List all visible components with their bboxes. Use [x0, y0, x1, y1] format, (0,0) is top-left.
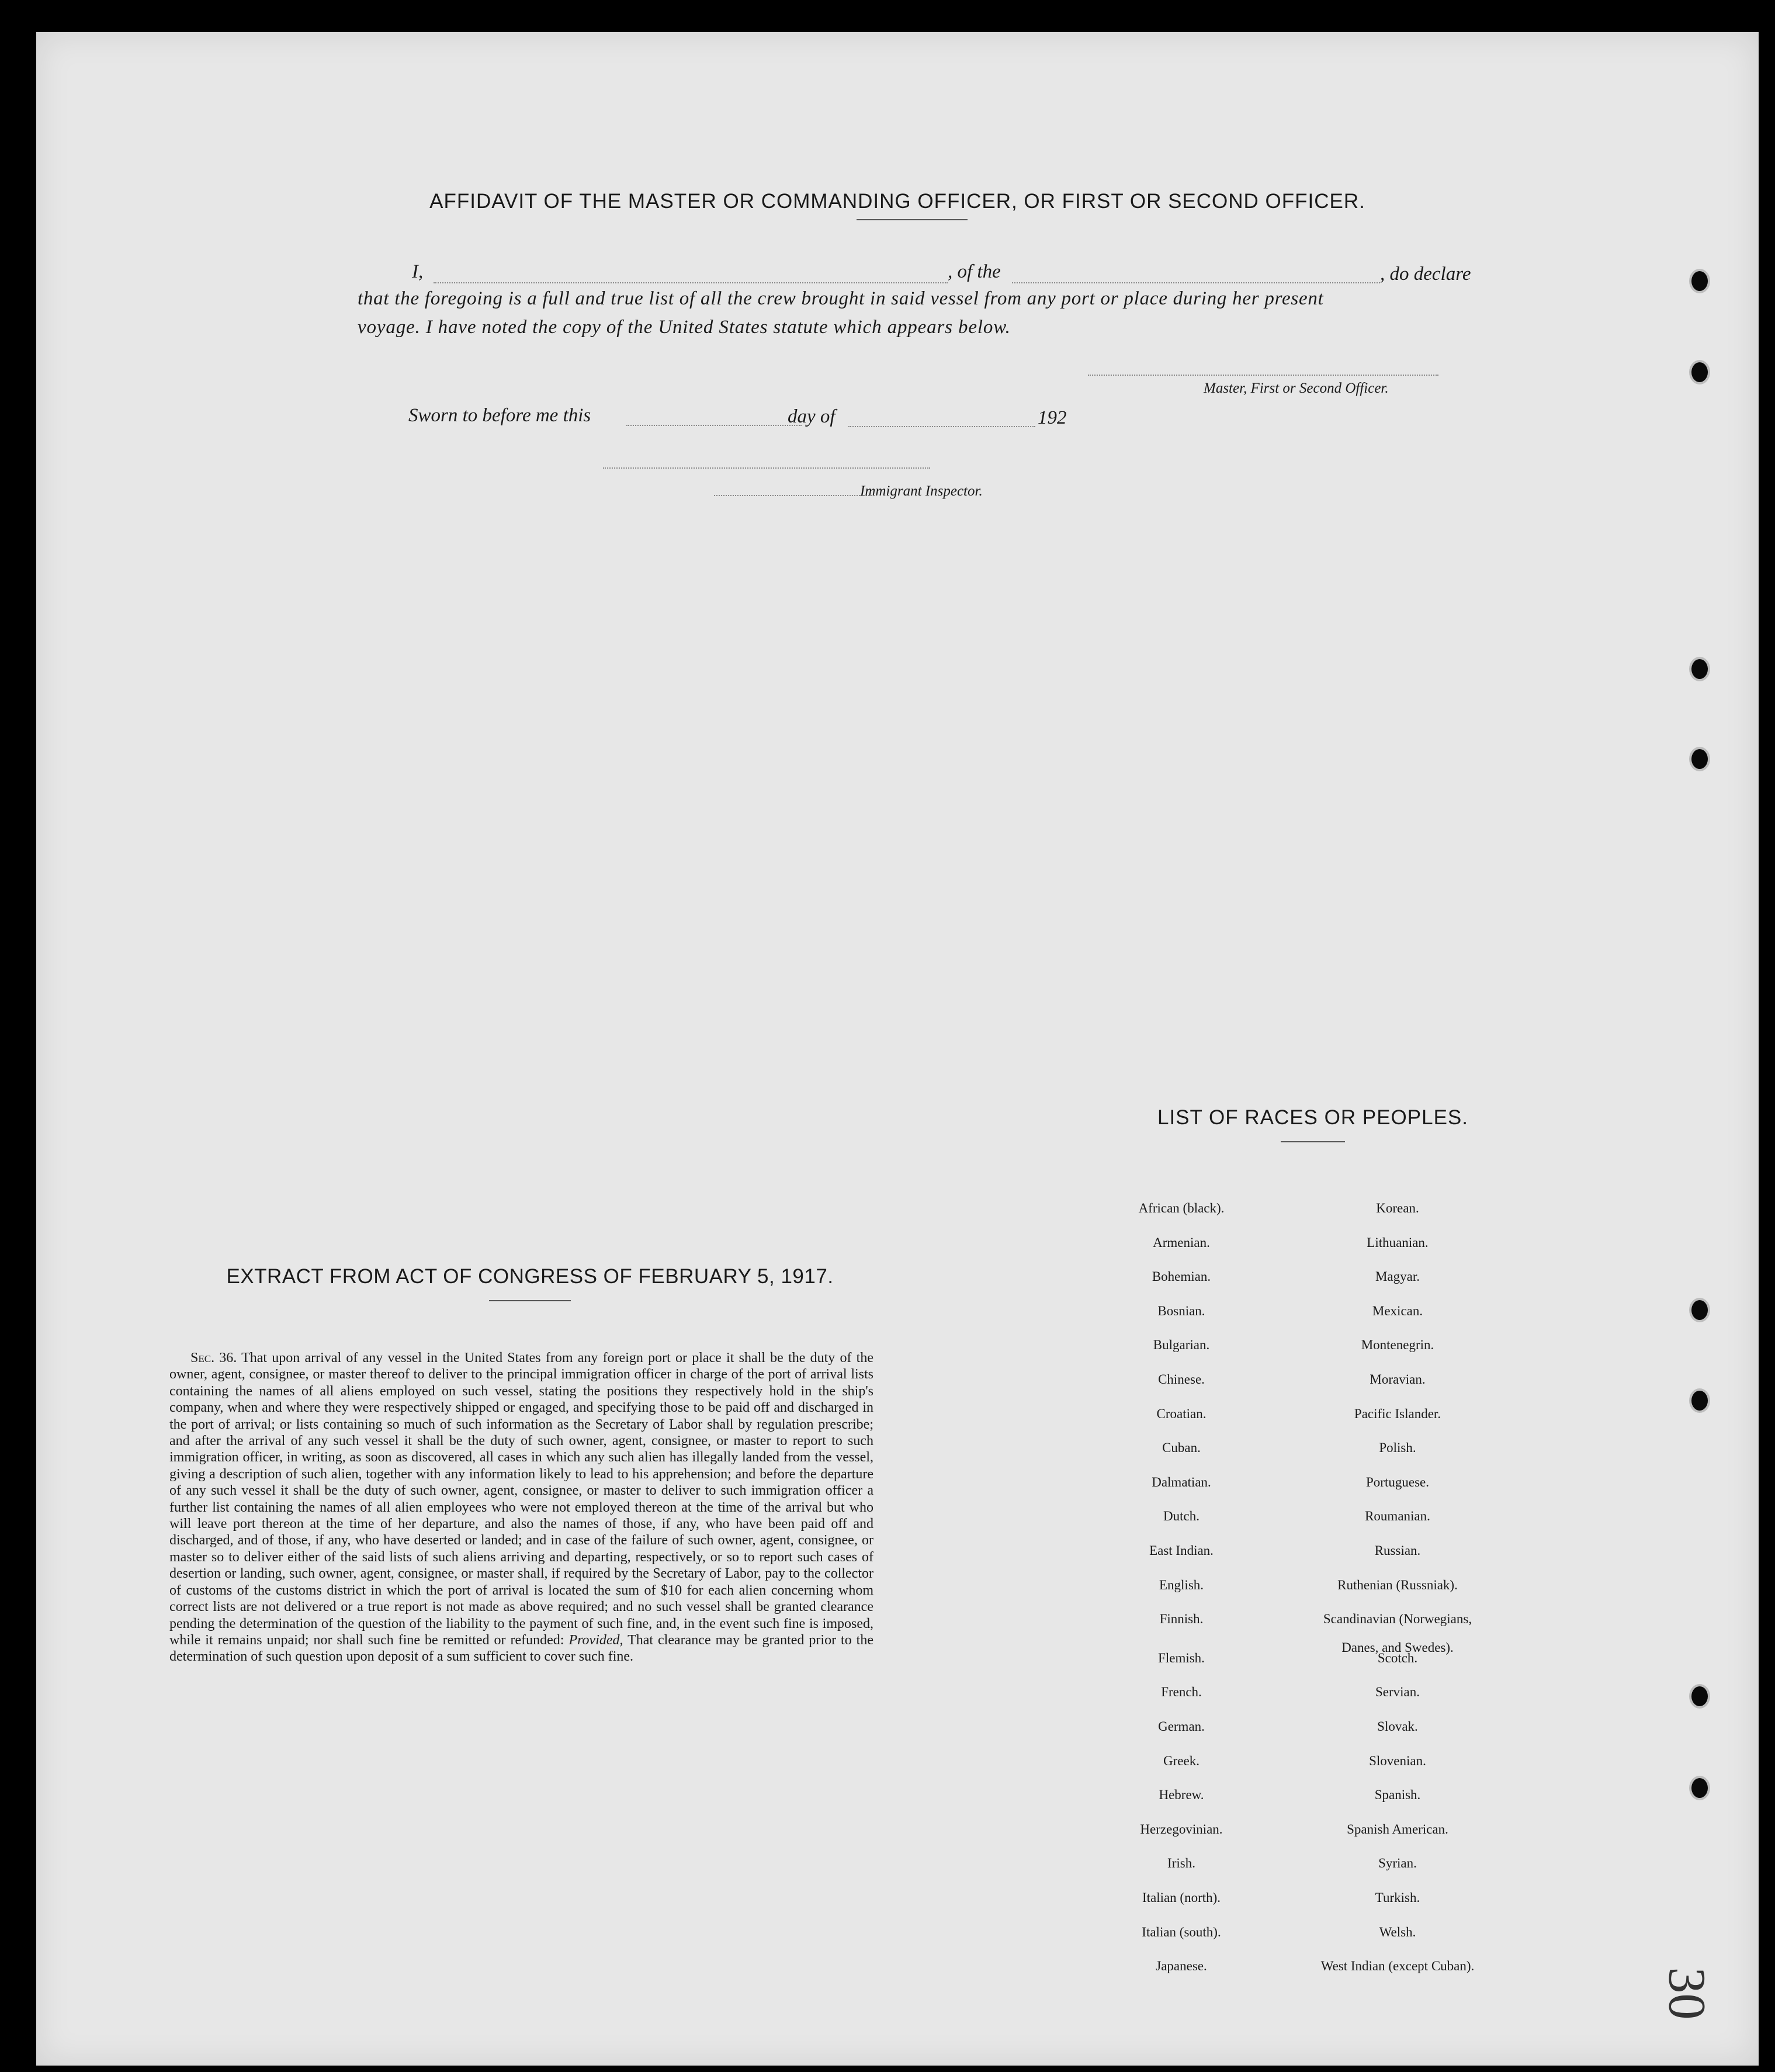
- race-item-left: Dutch.: [1163, 1509, 1199, 1524]
- sworn-month-field[interactable]: [848, 426, 1035, 427]
- affidavit-line-2: that the foregoing is a full and true list of all the crew brought in said vessel from any port or place during her present: [358, 288, 1324, 309]
- extract-body: [169, 1350, 873, 1665]
- punch-hole: [1691, 1686, 1708, 1706]
- vessel-name-field[interactable]: [1012, 282, 1380, 283]
- race-item-left: Bulgarian.: [1153, 1338, 1210, 1353]
- punch-hole: [1691, 362, 1708, 382]
- race-item-right: Servian.: [1375, 1685, 1420, 1700]
- race-item-left: Italian (south).: [1142, 1924, 1221, 1939]
- race-item-left: East Indian.: [1149, 1543, 1214, 1558]
- affidavit-do-declare-label: , do declare: [1380, 264, 1471, 285]
- inspector-signature-field[interactable]: [714, 495, 872, 496]
- extract-body-text: That upon arrival of any vessel in the United States from any foreign port or place it shall be the duty of the owner, agent, consignee, or master thereof to deliver to the principal immigration officer in charge of the port of arrival lists containing the names of all aliens employed on such vessel, stating the positions they respectively hold in the ship's company, when and where they were respectively shipped or engaged, and specifying those to be paid off and discharged in the port of arrival; or lists containing so much of such information as the Secretary of Labor shall by regulation prescribe; and after the arrival of any such vessel it shall be the duty of such owner, agent, consignee, or master to report to such immigration officer, in writing, as soon as discovered, all cases in which any such alien has illegally landed from the vessel, giving a description of such alien, together with any information likely to lead to his apprehension; and before the departure of any such vessel it shall be the duty of such owner, agent, consignee, or master to deliver to such immigration officer a further list containing the names of all alien employees who were not employed thereon at the time of the arrival but who will leave port thereon at the time of her departure, and also the names of those, if any, who have been paid off and discharged, and of those, if any, who have deserted or landed; and in case of the failure of such owner, agent, consignee, or master so to deliver either of the said lists of such aliens arriving and departing, respectively, or so to report such cases of desertion or landing, such owner, agent, consignee, or master shall, if required by the Secretary of Labor, pay to the collector of customs of the customs district in which the port of arrival is located the sum of $10 for each alien concerning whom correct lists are not delivered or a true report is not made as above required; and no such vessel shall be granted clearance pending the determination of the question of the liability to the payment of such fine, and, in the event such fine is imposed, while it remains unpaid; nor shall such fine be remitted or refunded:: [169, 1350, 873, 1648]
- race-item-left: Cuban.: [1162, 1440, 1201, 1456]
- punch-hole: [1691, 1391, 1708, 1411]
- race-item-right: Slovak.: [1377, 1719, 1418, 1734]
- race-item-right: Scandinavian (Norwegians,: [1323, 1612, 1472, 1627]
- race-item-right: Ruthenian (Russniak).: [1337, 1577, 1458, 1592]
- race-item-left: Herzegovinian.: [1140, 1821, 1223, 1837]
- extract-body-end: That clearance may be granted prior to the determination of such question upon deposit of a sum sufficient to cover such fine.: [169, 1632, 873, 1665]
- affidavit-title: AFFIDAVIT OF THE MASTER OR COMMANDING OFFICER, OR FIRST OR SECOND OFFICER.: [429, 190, 1365, 213]
- race-item-right: Spanish.: [1374, 1787, 1421, 1803]
- race-item-right: Russian.: [1374, 1543, 1421, 1558]
- race-item-left: English.: [1159, 1577, 1204, 1592]
- race-right-continuation: Danes, and Swedes).: [1341, 1640, 1454, 1655]
- sworn-label: Sworn to before me this: [408, 405, 591, 426]
- race-item-right: Mexican.: [1372, 1303, 1423, 1318]
- race-item-right: Syrian.: [1378, 1856, 1417, 1871]
- punch-hole: [1691, 1778, 1708, 1798]
- race-item-left: German.: [1158, 1719, 1205, 1734]
- sworn-day-field[interactable]: [626, 425, 802, 426]
- race-item-left: Armenian.: [1153, 1235, 1210, 1250]
- document-page: [36, 32, 1759, 2066]
- race-item-left: Italian (north).: [1142, 1890, 1221, 1905]
- race-item-right: Magyar.: [1375, 1269, 1420, 1284]
- race-item-right: Turkish.: [1375, 1890, 1420, 1905]
- race-item-left: Greek.: [1163, 1753, 1199, 1768]
- race-item-left: Irish.: [1167, 1856, 1195, 1871]
- race-item-right: West Indian (except Cuban).: [1320, 1959, 1475, 1974]
- race-item-left: Japanese.: [1156, 1959, 1207, 1974]
- race-item-right: Pacific Islander.: [1354, 1406, 1441, 1421]
- race-item-right: Lithuanian.: [1367, 1235, 1429, 1250]
- master-signature-label: Master, First or Second Officer.: [1204, 380, 1389, 396]
- race-item-right: Moravian.: [1370, 1372, 1426, 1387]
- race-item-left: Finnish.: [1159, 1612, 1204, 1627]
- race-item-left: Bosnian.: [1157, 1303, 1205, 1318]
- race-item-left: Chinese.: [1158, 1372, 1205, 1387]
- punch-hole: [1691, 1300, 1708, 1320]
- handwritten-page-number: 30: [1658, 1967, 1716, 2020]
- day-of-label: day of: [788, 406, 836, 427]
- extract-provided-label: Provided,: [568, 1632, 623, 1648]
- race-item-right: Scotch.: [1377, 1650, 1418, 1665]
- officer-name-field[interactable]: [434, 282, 948, 283]
- race-item-left: Dalmatian.: [1152, 1474, 1211, 1489]
- extract-title: EXTRACT FROM ACT OF CONGRESS OF FEBRUARY 5, 1917.: [226, 1265, 834, 1288]
- title-rule: [857, 219, 968, 220]
- affidavit-of-the-label: , of the: [948, 261, 1001, 282]
- race-item-right: Slovenian.: [1369, 1753, 1426, 1768]
- inspector-signature-line[interactable]: [603, 467, 930, 469]
- race-item-right: Spanish American.: [1347, 1821, 1448, 1837]
- extract-section-label: Sec. 36.: [190, 1350, 237, 1366]
- race-item-left: African (black).: [1138, 1201, 1225, 1215]
- race-item-left: Croatian.: [1156, 1406, 1207, 1421]
- race-item-left: French.: [1161, 1685, 1202, 1700]
- punch-hole: [1691, 271, 1708, 291]
- race-item-left: Hebrew.: [1159, 1787, 1204, 1803]
- race-item-right: Polish.: [1379, 1440, 1416, 1456]
- race-item-right: Welsh.: [1379, 1924, 1416, 1939]
- punch-hole: [1691, 659, 1708, 679]
- affidavit-line-3: voyage. I have noted the copy of the United States statute which appears below.: [358, 317, 1011, 338]
- race-item-right: Portuguese.: [1366, 1474, 1429, 1489]
- race-item-right: Montenegrin.: [1361, 1338, 1434, 1353]
- affidavit-i-label: I,: [412, 261, 424, 282]
- race-item-left: Flemish.: [1158, 1650, 1205, 1665]
- race-item-right: Roumanian.: [1365, 1509, 1430, 1524]
- races-title: LIST OF RACES OR PEOPLES.: [1157, 1106, 1468, 1129]
- inspector-label: Immigrant Inspector.: [860, 483, 983, 499]
- race-item-right: Korean.: [1376, 1201, 1419, 1215]
- races-title-rule: [1281, 1141, 1345, 1142]
- master-signature-field[interactable]: [1088, 375, 1438, 376]
- extract-title-rule: [489, 1300, 571, 1301]
- year-prefix: 192: [1038, 407, 1067, 428]
- punch-hole: [1691, 749, 1708, 769]
- race-item-left: Bohemian.: [1152, 1269, 1211, 1284]
